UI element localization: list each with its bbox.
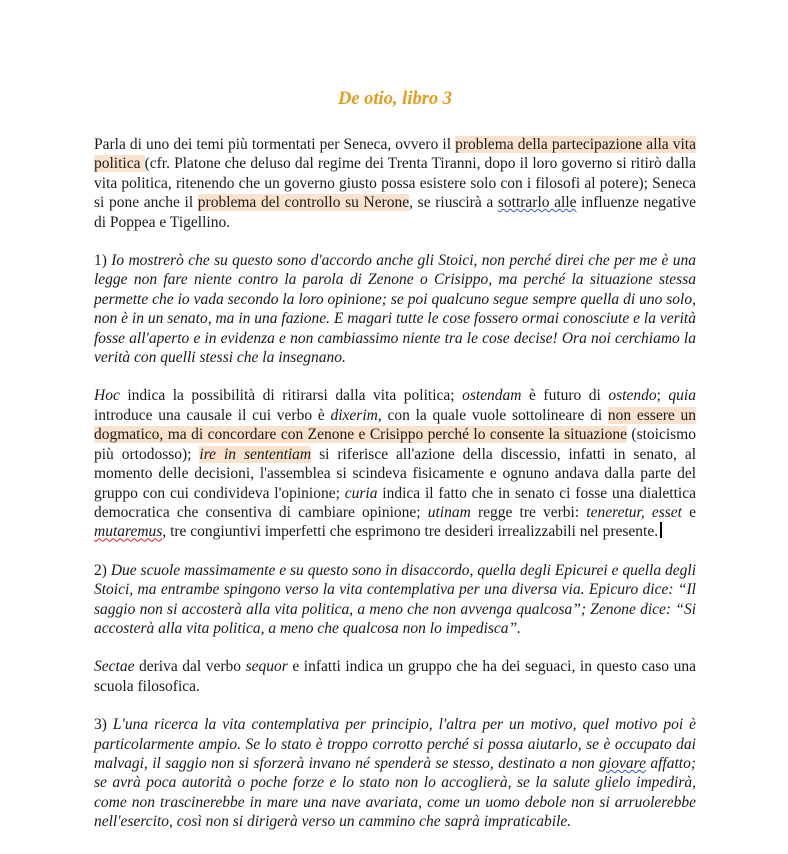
commentary-1-text: si riferisce all'azione della discessio, infatti in senato, al momento delle decisioni, l'assemblea si scindeva fisicamente e ognuno andava dalla parte del gruppo con cui condivideva l'opinione;	[94, 445, 697, 502]
document-body[interactable]	[94, 87, 696, 832]
intro-text-2: (cfr. Platone che deluso dal regime dei Trenta Tiranni, dopo il loro governo si ritirò dalla vita politica, ritenendo che un governo giusto possa esistere solo con i filosofi al potere); Seneca si pone anche il	[94, 155, 696, 212]
commentary-2-text: e infatti indica un gruppo che ha dei seguaci, in questo caso una scuola filosofica.	[94, 658, 696, 695]
term-dixerim: dixerim	[330, 406, 378, 424]
intro-text-1: Parla di uno dei temi più tormentati per Seneca, ovvero il	[94, 136, 456, 153]
section-1-translation	[94, 251, 696, 367]
section-2-translation	[94, 561, 696, 639]
spellcheck-underline-mutaremus[interactable]: mutaremus	[94, 523, 163, 541]
section-3-number: 3)	[94, 716, 113, 734]
commentary-1-text: , con la quale vuole sottolineare di	[377, 406, 608, 424]
commentary-2-text: deriva dal verbo	[134, 658, 246, 676]
commentary-1-text: e	[681, 503, 696, 521]
intro-highlight-1: problema della partecipazione alla vita politica	[94, 136, 696, 173]
section-2-text: Due scuole massimamente e su questo sono in disaccordo, quella degli Epicurei e quella degli Stoici, ma entrambe spingono verso la vita contemplativa per una diversa via. Epicuro dice: “Il saggio non si accosterà alla vita politica, a meno che non avvenga qualcosa”; Zenone dice: “Si accosterà alla vita politica, a meno che qualcosa non lo impedisca”.	[94, 561, 696, 637]
commentary-1-text: , tre congiuntivi imperfetti che esprimono tre desideri irrealizzabili nel presente.	[162, 523, 659, 541]
term-hoc: Hoc	[94, 387, 120, 405]
term-sectae: Sectae	[94, 658, 135, 676]
section-2-number: 2)	[94, 561, 111, 579]
term-utinam: utinam	[427, 503, 471, 521]
commentary-1-text: indica la possibilità di ritirarsi dalla vita politica;	[119, 387, 463, 405]
intro-text-4: influenze negative di Poppea e Tigellino.	[94, 194, 696, 231]
grammar-underline-giovare[interactable]: giovare	[599, 754, 646, 772]
intro-text-3: , se riuscirà a	[409, 194, 498, 212]
section-1-number: 1)	[94, 252, 112, 270]
term-ostendam: ostendam	[462, 387, 522, 405]
term-quia: quia	[668, 387, 696, 405]
commentary-1-text: è futuro di	[521, 387, 609, 405]
text-cursor	[660, 522, 662, 538]
commentary-1-highlight-2: ire in sententiam	[199, 445, 312, 463]
commentary-1-highlight-1: non essere un dogmatico, ma di concordare con Zenone e Crisippo perché lo consente la situazione	[94, 406, 696, 444]
commentary-1-text: introduce una causale il cui verbo è	[94, 406, 331, 424]
section-3-text: L'una ricerca la vita contemplativa per principio, l'altra per un motivo, quel motivo poi è particolarmente ampio. Se lo stato è troppo corrotto perché si possa aiutarlo, se è occupato dai malvagi, il saggio non si sforzerà invano né spenderà se stesso, destinato a non	[94, 716, 697, 772]
commentary-1-text: ;	[656, 387, 669, 405]
term-sequor: sequor	[245, 658, 288, 676]
document-title: De otio, libro 3	[337, 89, 453, 109]
section-1-text: Io mostrerò che su questo sono d'accordo anche gli Stoici, non perché direi che per me è una legge non fare niente contro la parola di Zenone o Crisippo, ma perché la situazione stessa permette che io vada secondo la loro opinione; se poi qualcuno segue sempre quella di uno solo, non è in un senato, ma in una fazione. E magari tutte le cose fossero ormai conosciute e la verità fosse all'aperto e in evidenza e non cambiassimo niente tra le cose decise! Ora noi cerchiamo la verità con quelli stessi che la insegnano.	[94, 252, 696, 367]
intro-paragraph	[94, 135, 696, 232]
commentary-1-text: regge tre verbi:	[470, 503, 587, 521]
term-curia: curia	[344, 484, 378, 502]
section-3-translation	[94, 715, 696, 831]
section-3-text: affatto; se avrà poca autorità o poche forze e lo stato non lo accoglierà, se la salute glielo impedirà, come non trascinerebbe in mare una nave avariata, come un uomo debole non si arruolerebbe nell'esercito, così non si dirigerà verso un cammino che saprà impraticabile.	[94, 754, 696, 831]
commentary-1	[94, 386, 696, 541]
commentary-1-text: indica il fatto che in senato ci fosse una dialettica democratica che consentiva di cambiare opinione;	[94, 484, 696, 521]
commentary-2	[94, 657, 696, 696]
grammar-underline-sottrarlo[interactable]: sottrarlo alle	[497, 194, 577, 212]
term-ostendo: ostendo	[608, 387, 657, 405]
term-teneretur-esset: teneretur, esset	[586, 503, 682, 521]
commentary-1-text: (stoicismo più ortodosso);	[94, 426, 696, 463]
intro-highlight-2: problema del controllo su Nerone	[197, 194, 410, 212]
